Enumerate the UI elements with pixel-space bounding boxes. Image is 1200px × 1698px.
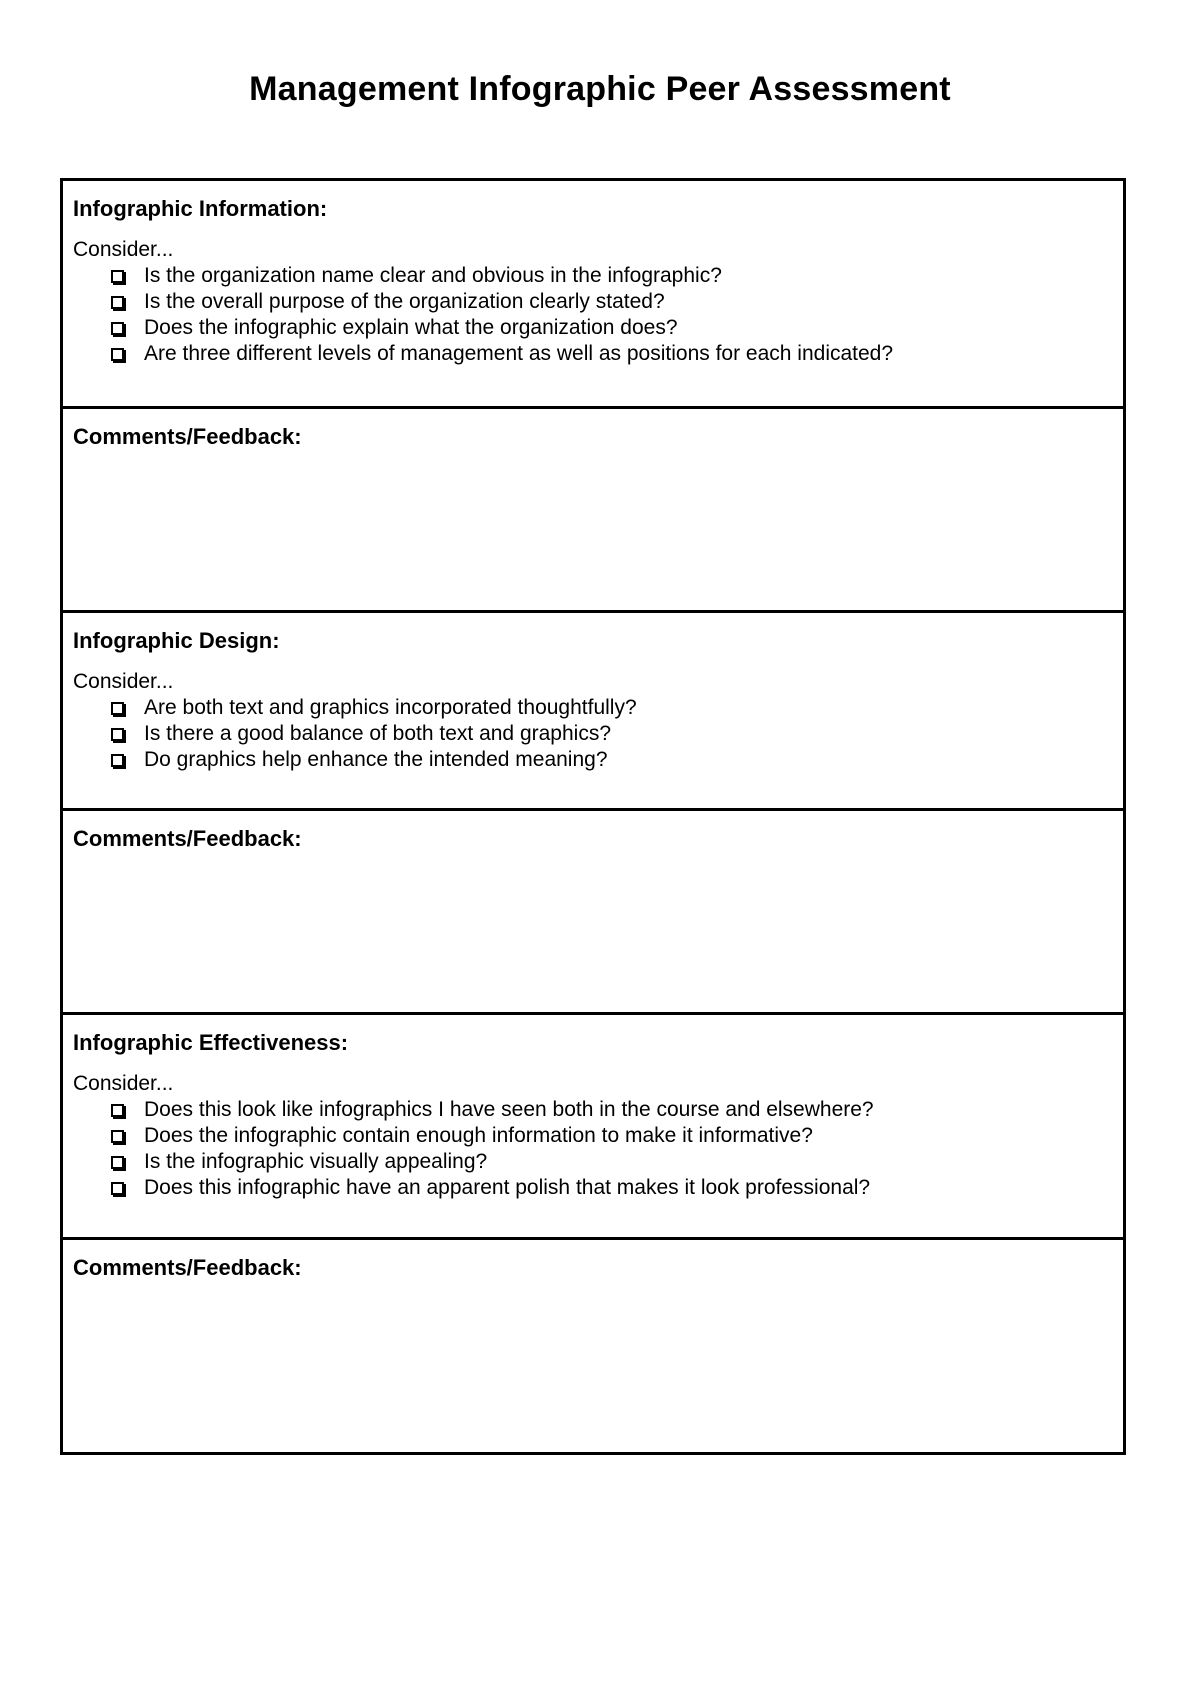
checklist-item-label: Is the organization name clear and obvious in the infographic? [144,264,722,287]
checklist-item-label: Do graphics help enhance the intended meaning? [144,748,608,771]
checkbox[interactable] [111,1130,124,1143]
comments-feedback-box[interactable] [63,1237,1123,1452]
section-infographic-design [63,610,1123,808]
checklist-item-label: Does the infographic contain enough information to make it informative? [144,1124,813,1147]
checkbox[interactable] [111,1156,124,1169]
section-heading: Comments/Feedback: [73,826,302,851]
checkbox[interactable] [111,322,124,335]
checkbox[interactable] [111,702,124,715]
checklist-item-label: Does the infographic explain what the organization does? [144,316,678,339]
checkbox[interactable] [111,1104,124,1117]
checklist-item [111,1175,1113,1201]
section-heading: Infographic Information: [73,196,328,221]
comments-feedback-box[interactable] [63,406,1123,610]
section-heading: Infographic Effectiveness: [73,1030,349,1055]
checklist-item [111,289,1113,315]
assessment-form [60,178,1126,1455]
checkbox[interactable] [111,270,124,283]
checkbox[interactable] [111,348,124,361]
checklist-item-label: Does this look like infographics I have seen both in the course and elsewhere? [144,1098,874,1121]
checklist-item [111,263,1113,289]
checklist-item-label: Is the infographic visually appealing? [144,1150,488,1173]
checklist-item-label: Is there a good balance of both text and graphics? [144,722,611,745]
checklist [73,695,1113,773]
checklist-item-label: Are three different levels of management as well as positions for each indicated? [144,342,894,365]
checklist-item [111,721,1113,747]
checklist-item [111,747,1113,773]
consider-label: Consider... [73,670,174,693]
checklist-item [111,1123,1113,1149]
checklist-item-label: Are both text and graphics incorporated thoughtfully? [144,696,637,719]
checklist-item [111,1149,1113,1175]
comments-feedback-box[interactable] [63,808,1123,1012]
checklist-item [111,695,1113,721]
checklist-item [111,1097,1113,1123]
section-infographic-effectiveness [63,1012,1123,1237]
checkbox[interactable] [111,728,124,741]
checkbox[interactable] [111,754,124,767]
consider-label: Consider... [73,1072,174,1095]
checklist-item [111,315,1113,341]
consider-label: Consider... [73,238,174,261]
checkbox[interactable] [111,296,124,309]
checkbox[interactable] [111,1182,124,1195]
section-heading: Infographic Design: [73,628,280,653]
page-title: Management Infographic Peer Assessment [249,70,951,108]
checklist-item-label: Is the overall purpose of the organization clearly stated? [144,290,665,313]
checklist-item-label: Does this infographic have an apparent polish that makes it look professional? [144,1176,871,1199]
checklist-item [111,341,1113,367]
section-heading: Comments/Feedback: [73,1255,302,1280]
checklist [73,263,1113,367]
checklist [73,1097,1113,1201]
section-heading: Comments/Feedback: [73,424,302,449]
section-infographic-information [63,181,1123,406]
